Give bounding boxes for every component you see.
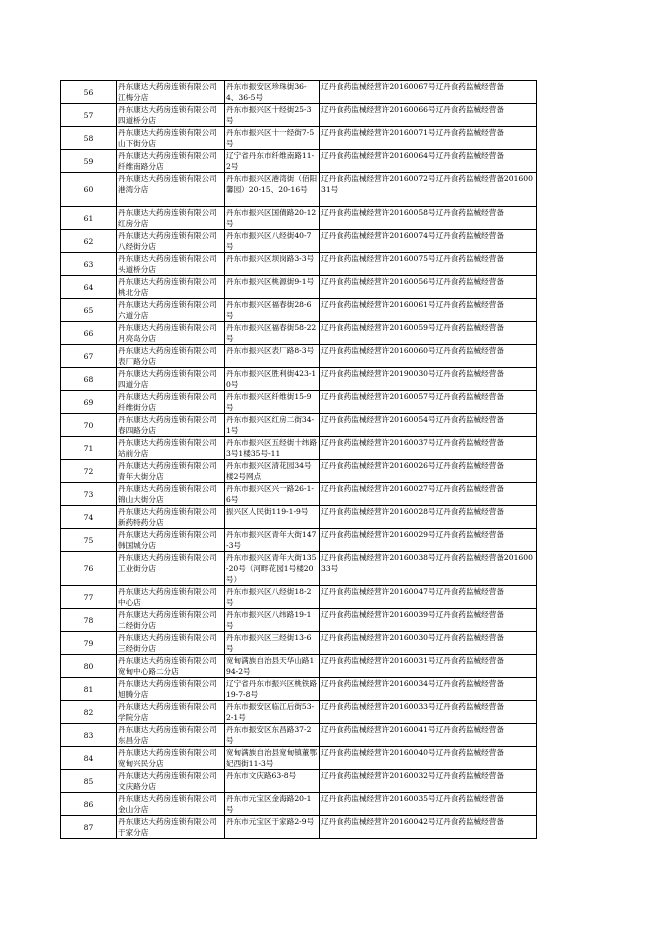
store-name-cell: 丹东康达大药房连锁有限公司红房分店 (117, 207, 225, 230)
table-row (61, 253, 537, 276)
store-name-cell: 丹东康达大药房连锁有限公司旭腾分店 (117, 678, 225, 701)
row-number-cell: 80 (61, 655, 117, 678)
license-cell: 辽丹食药监械经营许20160072号辽丹食药监械经营备20160031号 (320, 173, 537, 207)
address-cell: 丹东市元宝区于家路2-9号 (225, 816, 320, 839)
row-number-cell: 69 (61, 391, 117, 414)
address-cell: 丹东市振安区东昌路37-2号 (225, 724, 320, 747)
address-cell: 丹东市振兴区港湾街（佰阳馨园）20-15、20-16号 (225, 173, 320, 207)
address-cell: 丹东市振兴区青年大街135-20号（河畔花园1号楼20号） (225, 552, 320, 586)
store-name-cell: 丹东康达大药房连锁有限公司中心店 (117, 586, 225, 609)
license-cell: 辽丹食药监械经营许20160030号辽丹食药监械经营备 (320, 632, 537, 655)
table-row (61, 529, 537, 552)
license-cell: 辽丹食药监械经营许20160057号辽丹食药监械经营备 (320, 391, 537, 414)
address-cell: 宽甸满族自治县天华山路194-2号 (225, 655, 320, 678)
store-name-cell: 丹东康达大药房连锁有限公司纤维南路分店 (117, 150, 225, 173)
store-name-cell: 丹东康达大药房连锁有限公司于家分店 (117, 816, 225, 839)
license-cell: 辽丹食药监械经营许20160071号辽丹食药监械经营备 (320, 127, 537, 150)
row-number-cell: 74 (61, 506, 117, 529)
store-name-cell: 丹东康达大药房连锁有限公司二经街分店 (117, 609, 225, 632)
row-number-cell: 63 (61, 253, 117, 276)
row-number-cell: 58 (61, 127, 117, 150)
license-cell: 辽丹食药监械经营许20160058号辽丹食药监械经营备 (320, 207, 537, 230)
row-number-cell: 77 (61, 586, 117, 609)
store-name-cell: 丹东康达大药房连锁有限公司站前分店 (117, 437, 225, 460)
row-number-cell: 66 (61, 322, 117, 345)
row-number-cell: 72 (61, 460, 117, 483)
table-row (61, 173, 537, 207)
store-name-cell: 丹东康达大药房连锁有限公司青年大街分店 (117, 460, 225, 483)
table-row (61, 345, 537, 368)
license-cell: 辽丹食药监械经营许20160039号辽丹食药监械经营备 (320, 609, 537, 632)
license-cell: 辽丹食药监械经营许20160067号辽丹食药监械经营备 (320, 81, 537, 104)
row-number-cell: 84 (61, 747, 117, 770)
license-cell: 辽丹食药监械经营许20160033号辽丹食药监械经营备 (320, 701, 537, 724)
table-row (61, 701, 537, 724)
table-row (61, 150, 537, 173)
address-cell: 丹东市振安区临江后街53-2-1号 (225, 701, 320, 724)
table-row (61, 552, 537, 586)
license-cell: 辽丹食药监械经营许20160029号辽丹食药监械经营备 (320, 529, 537, 552)
address-cell: 丹东市振兴区三经街13-6号 (225, 632, 320, 655)
row-number-cell: 82 (61, 701, 117, 724)
table-row (61, 230, 537, 253)
table-row (61, 368, 537, 391)
row-number-cell: 64 (61, 276, 117, 299)
license-cell: 辽丹食药监械经营许20160037号辽丹食药监械经营备 (320, 437, 537, 460)
table-row (61, 770, 537, 793)
license-cell: 辽丹食药监械经营许20160074号辽丹食药监械经营备 (320, 230, 537, 253)
address-cell: 丹东市振安区珍珠街36-4、36-5号 (225, 81, 320, 104)
store-name-cell: 丹东康达大药房连锁有限公司宽甸中心路二分店 (117, 655, 225, 678)
store-name-cell: 丹东康达大药房连锁有限公司东昌分店 (117, 724, 225, 747)
address-cell: 丹东市振兴区八纬路19-1号 (225, 609, 320, 632)
address-cell: 丹东市振兴区兴一路26-1-6号 (225, 483, 320, 506)
row-number-cell: 86 (61, 793, 117, 816)
table-row (61, 506, 537, 529)
table-row (61, 81, 537, 104)
store-name-cell: 丹东康达大药房连锁有限公司四道分店 (117, 368, 225, 391)
license-cell: 辽丹食药监械经营许20160027号辽丹食药监械经营备 (320, 483, 537, 506)
row-number-cell: 75 (61, 529, 117, 552)
license-cell: 辽丹食药监械经营许20160061号辽丹食药监械经营备 (320, 299, 537, 322)
license-cell: 辽丹食药监械经营许20160035号辽丹食药监械经营备 (320, 793, 537, 816)
store-name-cell: 丹东康达大药房连锁有限公司月亮岛分店 (117, 322, 225, 345)
table-row (61, 127, 537, 150)
license-cell: 辽丹食药监械经营许20160034号辽丹食药监械经营备 (320, 678, 537, 701)
store-name-cell: 丹东康达大药房连锁有限公司纤维街分店 (117, 391, 225, 414)
address-cell: 丹东市振兴区桃源街9-1号 (225, 276, 320, 299)
store-name-cell: 丹东康达大药房连锁有限公司春四路分店 (117, 414, 225, 437)
row-number-cell: 70 (61, 414, 117, 437)
license-cell: 辽丹食药监械经营许20160041号辽丹食药监械经营备 (320, 724, 537, 747)
address-cell: 丹东市振兴区纤维街15-9号 (225, 391, 320, 414)
table-row (61, 632, 537, 655)
table-row (61, 414, 537, 437)
store-name-cell: 丹东康达大药房连锁有限公司港湾分店 (117, 173, 225, 207)
row-number-cell: 59 (61, 150, 117, 173)
row-number-cell: 60 (61, 173, 117, 207)
store-name-cell: 丹东康达大药房连锁有限公司六道分店 (117, 299, 225, 322)
store-name-cell: 丹东康达大药房连锁有限公司金山分店 (117, 793, 225, 816)
address-cell: 辽宁省丹东市纤维南路11-2号 (225, 150, 320, 173)
row-number-cell: 78 (61, 609, 117, 632)
license-cell: 辽丹食药监械经营许20160026号辽丹食药监械经营备 (320, 460, 537, 483)
license-cell: 辽丹食药监械经营许20160028号辽丹食药监械经营备 (320, 506, 537, 529)
address-cell: 丹东市振兴区青年大街147-3号 (225, 529, 320, 552)
license-cell: 辽丹食药监械经营许20160047号辽丹食药监械经营备 (320, 586, 537, 609)
address-cell: 丹东市振兴区福春街28-6号 (225, 299, 320, 322)
address-cell: 丹东市振兴区坝岗路3-3号 (225, 253, 320, 276)
address-cell: 丹东市振兴区十经街25-3号 (225, 104, 320, 127)
store-name-cell: 丹东康达大药房连锁有限公司江梅分店 (117, 81, 225, 104)
table-row (61, 276, 537, 299)
store-name-cell: 丹东康达大药房连锁有限公司八经街分店 (117, 230, 225, 253)
row-number-cell: 83 (61, 724, 117, 747)
table-row (61, 483, 537, 506)
address-cell: 丹东市文庆路63-8号 (225, 770, 320, 793)
table-row (61, 724, 537, 747)
store-name-cell: 丹东康达大药房连锁有限公司锦山大街分店 (117, 483, 225, 506)
address-cell: 丹东市振兴区五经街十纬路3号1楼35号-11 (225, 437, 320, 460)
row-number-cell: 71 (61, 437, 117, 460)
address-cell: 振兴区人民街119-1-9号 (225, 506, 320, 529)
store-name-cell: 丹东康达大药房连锁有限公司学院分店 (117, 701, 225, 724)
license-cell: 辽丹食药监械经营许20160038号辽丹食药监械经营备20160033号 (320, 552, 537, 586)
row-number-cell: 62 (61, 230, 117, 253)
license-cell: 辽丹食药监械经营许20190030号辽丹食药监械经营备 (320, 368, 537, 391)
address-cell: 丹东市振兴区清花园34号楼2号网点 (225, 460, 320, 483)
row-number-cell: 76 (61, 552, 117, 586)
license-cell: 辽丹食药监械经营许20160059号辽丹食药监械经营备 (320, 322, 537, 345)
table-row (61, 793, 537, 816)
license-cell: 辽丹食药监械经营许20160040号辽丹食药监械经营备 (320, 747, 537, 770)
table-row (61, 322, 537, 345)
row-number-cell: 85 (61, 770, 117, 793)
row-number-cell: 61 (61, 207, 117, 230)
table-row (61, 460, 537, 483)
address-cell: 丹东市振兴区胜利街423-10号 (225, 368, 320, 391)
store-name-cell: 丹东康达大药房连锁有限公司宽甸兴民分店 (117, 747, 225, 770)
table-row (61, 299, 537, 322)
row-number-cell: 68 (61, 368, 117, 391)
address-cell: 辽宁省丹东市振兴区桃铁路19-7-8号 (225, 678, 320, 701)
address-cell: 丹东市振兴区国債路20-12号 (225, 207, 320, 230)
table-row (61, 104, 537, 127)
store-name-cell: 丹东康达大药房连锁有限公司四道桥分店 (117, 104, 225, 127)
license-cell: 辽丹食药监械经营许20160060号辽丹食药监械经营备 (320, 345, 537, 368)
row-number-cell: 65 (61, 299, 117, 322)
license-cell: 辽丹食药监械经营许20160075号辽丹食药监械经营备 (320, 253, 537, 276)
row-number-cell: 81 (61, 678, 117, 701)
table-row (61, 437, 537, 460)
row-number-cell: 79 (61, 632, 117, 655)
license-cell: 辽丹食药监械经营许20160066号辽丹食药监械经营备 (320, 104, 537, 127)
address-cell: 丹东市振兴区八经街40-7号 (225, 230, 320, 253)
license-cell: 辽丹食药监械经营许20160056号辽丹食药监械经营备 (320, 276, 537, 299)
row-number-cell: 73 (61, 483, 117, 506)
table-body (61, 81, 537, 839)
store-name-cell: 丹东康达大药房连锁有限公司文庆路分店 (117, 770, 225, 793)
table-row (61, 655, 537, 678)
license-cell: 辽丹食药监械经营许20160031号辽丹食药监械经营备 (320, 655, 537, 678)
table-row (61, 207, 537, 230)
address-cell: 丹东市振兴区表厂路8-3号 (225, 345, 320, 368)
table-row (61, 391, 537, 414)
row-number-cell: 67 (61, 345, 117, 368)
store-name-cell: 丹东康达大药房连锁有限公司山下街分店 (117, 127, 225, 150)
store-name-cell: 丹东康达大药房连锁有限公司桃北分店 (117, 276, 225, 299)
store-name-cell: 丹东康达大药房连锁有限公司新药特药分店 (117, 506, 225, 529)
address-cell: 丹东市振兴区红房二街34-1号 (225, 414, 320, 437)
table-row (61, 816, 537, 839)
address-cell: 丹东市振兴区十一经街7-5号 (225, 127, 320, 150)
table-row (61, 747, 537, 770)
license-cell: 辽丹食药监械经营许20160042号辽丹食药监械经营备 (320, 816, 537, 839)
store-name-cell: 丹东康达大药房连锁有限公司头道桥分店 (117, 253, 225, 276)
store-name-cell: 丹东康达大药房连锁有限公司韩国城分店 (117, 529, 225, 552)
store-name-cell: 丹东康达大药房连锁有限公司工业街分店 (117, 552, 225, 586)
license-cell: 辽丹食药监械经营许20160054号辽丹食药监械经营备 (320, 414, 537, 437)
row-number-cell: 87 (61, 816, 117, 839)
address-cell: 宽甸满族自治县宽甸镇董鄂妃西街11-3号 (225, 747, 320, 770)
store-name-cell: 丹东康达大药房连锁有限公司表厂路分店 (117, 345, 225, 368)
address-cell: 丹东市元宝区金海路20-1号 (225, 793, 320, 816)
row-number-cell: 57 (61, 104, 117, 127)
row-number-cell: 56 (61, 81, 117, 104)
table-row (61, 609, 537, 632)
store-name-cell: 丹东康达大药房连锁有限公司三经街分店 (117, 632, 225, 655)
pharmacy-license-table (60, 80, 537, 839)
table-row (61, 586, 537, 609)
address-cell: 丹东市振兴区福春街58-22号 (225, 322, 320, 345)
license-cell: 辽丹食药监械经营许20160064号辽丹食药监械经营备 (320, 150, 537, 173)
license-cell: 辽丹食药监械经营许20160032号辽丹食药监械经营备 (320, 770, 537, 793)
address-cell: 丹东市振兴区八经街18-2号 (225, 586, 320, 609)
table-row (61, 678, 537, 701)
